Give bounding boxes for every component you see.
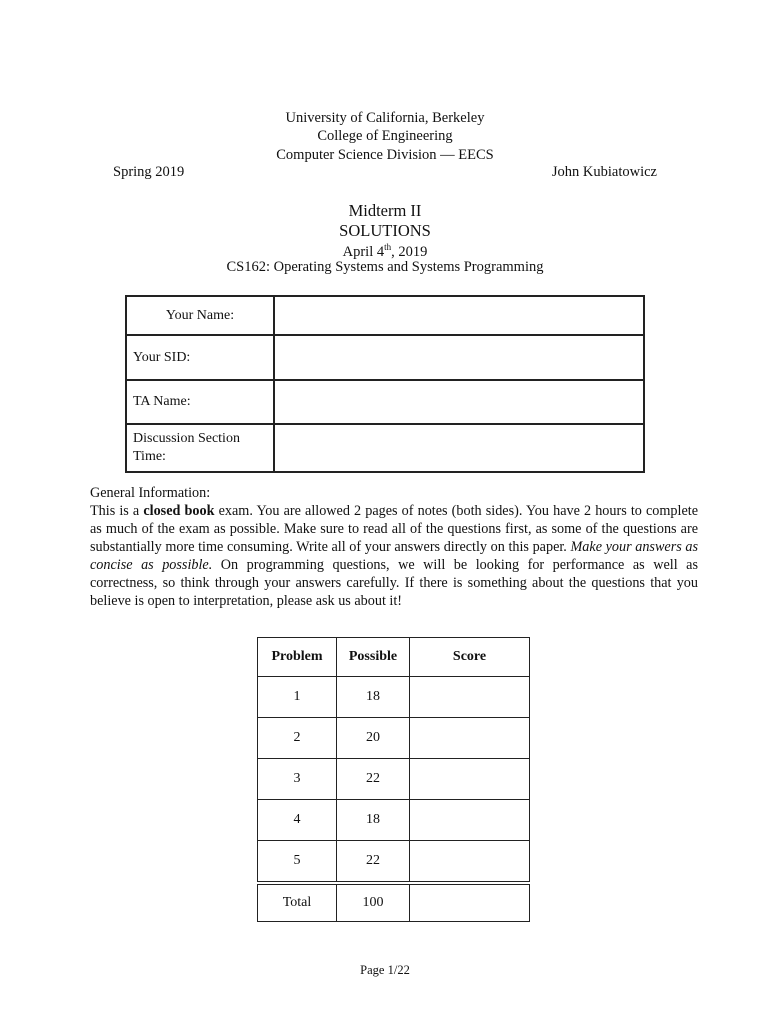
general-text: On programming questions, we will be looking for performance as well as correctness, so think through your answers carefully. If there is something about the questions that you believe is open to interpretation, please ask us about it! (90, 557, 698, 609)
total-score-cell[interactable] (410, 883, 530, 922)
page-number: Page 1/22 (360, 963, 410, 977)
problem-number: 3 (258, 759, 337, 800)
name-field[interactable] (274, 296, 644, 335)
info-row (126, 424, 644, 472)
info-row (126, 296, 644, 335)
header-possible: Possible (337, 638, 410, 677)
total-label: Total (258, 883, 337, 922)
instructor: John Kubiatowicz (551, 164, 657, 180)
exam-title: Midterm II (348, 201, 422, 220)
info-row (126, 380, 644, 424)
sid-field[interactable] (274, 335, 644, 380)
possible-points: 18 (337, 677, 410, 718)
university-name: University of California, Berkeley (285, 110, 485, 126)
score-table (257, 637, 530, 922)
general-information (90, 484, 698, 610)
general-italic-text: Make your answers as concise as possible. (90, 539, 698, 573)
exam-date (0, 242, 770, 261)
table-row (258, 841, 530, 884)
exam-date-year: , 2019 (391, 243, 428, 260)
score-table-header (258, 638, 530, 677)
total-possible: 100 (337, 883, 410, 922)
header-problem: Problem (258, 638, 337, 677)
score-cell[interactable] (410, 718, 530, 759)
discussion-time-field[interactable] (274, 424, 644, 472)
exam-subtitle: SOLUTIONS (339, 221, 431, 240)
score-cell[interactable] (410, 800, 530, 841)
problem-number: 4 (258, 800, 337, 841)
score-cell[interactable] (410, 759, 530, 800)
problem-number: 1 (258, 677, 337, 718)
possible-points: 22 (337, 841, 410, 884)
info-label: TA Name: (126, 380, 274, 424)
general-bold-text: closed book (143, 503, 215, 519)
general-heading: General Information: (90, 485, 211, 501)
exam-date-prefix: April 4 (342, 243, 385, 260)
ta-name-field[interactable] (274, 380, 644, 424)
general-text: exam. You are allowed 2 pages of notes (both sides). You have 2 hours to complete as much of the exam as possible. Make sure to read all of the questions first, as some of the questions are substantially more time consuming. Write all of your answers directly on this paper. (90, 503, 699, 555)
course-name: CS162: Operating Systems and Systems Programming (226, 259, 544, 275)
possible-points: 18 (337, 800, 410, 841)
total-row (258, 883, 530, 922)
possible-points: 20 (337, 718, 410, 759)
semester: Spring 2019 (113, 164, 185, 180)
info-label: Your SID: (126, 335, 274, 380)
problem-number: 2 (258, 718, 337, 759)
student-info-table (125, 295, 645, 473)
score-cell[interactable] (410, 841, 530, 884)
info-label: Your Name: (126, 296, 274, 335)
table-row (258, 800, 530, 841)
problem-number: 5 (258, 841, 337, 884)
table-row (258, 718, 530, 759)
possible-points: 22 (337, 759, 410, 800)
score-cell[interactable] (410, 677, 530, 718)
table-row (258, 759, 530, 800)
exam-date-suffix: th (384, 242, 392, 252)
division-name: Computer Science Division — EECS (276, 147, 494, 163)
college-name: College of Engineering (317, 128, 453, 144)
header-score: Score (410, 638, 530, 677)
general-text: This is a (90, 503, 144, 519)
info-row (126, 335, 644, 380)
info-label: Discussion Section Time: (126, 424, 274, 472)
table-row (258, 677, 530, 718)
